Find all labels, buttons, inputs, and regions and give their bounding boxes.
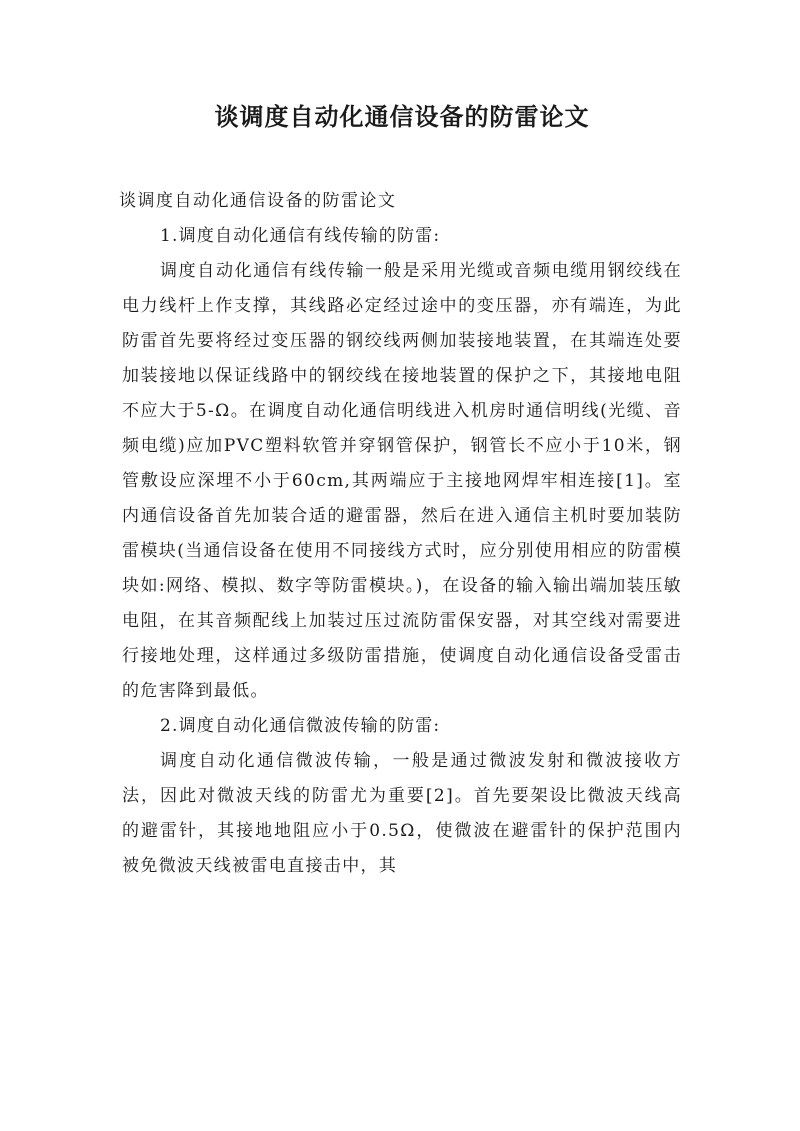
document-lead-line: 谈调度自动化通信设备的防雷论文 (119, 191, 397, 211)
section-2-paragraph: 调度自动化通信微波传输，一般是通过微波发射和微波接收方法，因此对微波天线的防雷尤为重要[2]。首先要架设比微波天线高的避雷针，其接地地阻应小于0.5Ω，使微波在避雷针的保护范围内被免微波天线被雷电直接击中，其 (122, 751, 682, 876)
document-title: 谈调度自动化通信设备的防雷论文 (214, 103, 590, 131)
section-1-paragraph: 调度自动化通信有线传输一般是采用光缆或音频电缆用钢绞线在电力线杆上作支撑，其线路必定经过途中的变压器，亦有端连，为此防雷首先要将经过变压器的钢绞线两侧加装接地装置，在其端连处要加装接地以保证线路中的钢绞线在接地装置的保护之下，其接地电阻不应大于5-Ω。在调度自动化通信明线进入机房时通信明线(光缆、音频电缆)应加PVC塑料软管并穿钢管保护，钢管长不应小于10米，钢管敷设应深埋不小于60cm,其两端应于主接地网焊牢相连接[1]。室内通信设备首先加装合适的避雷器，然后在进入通信主机时要加装防雷模块(当通信设备在使用不同接线方式时，应分别使用相应的防雷模块如:网络、模拟、数字等防雷模块。)，在设备的输入输出端加装压敏电阻，在其音频配线上加装过压过流防雷保安器，对其空线对需要进行接地处理，这样通过多级防雷措施，使调度自动化通信设备受雷击的危害降到最低。 (122, 261, 682, 701)
section-2-heading: 2.调度自动化通信微波传输的防雷: (160, 716, 441, 736)
section-1-heading: 1.调度自动化通信有线传输的防雷: (160, 226, 441, 246)
